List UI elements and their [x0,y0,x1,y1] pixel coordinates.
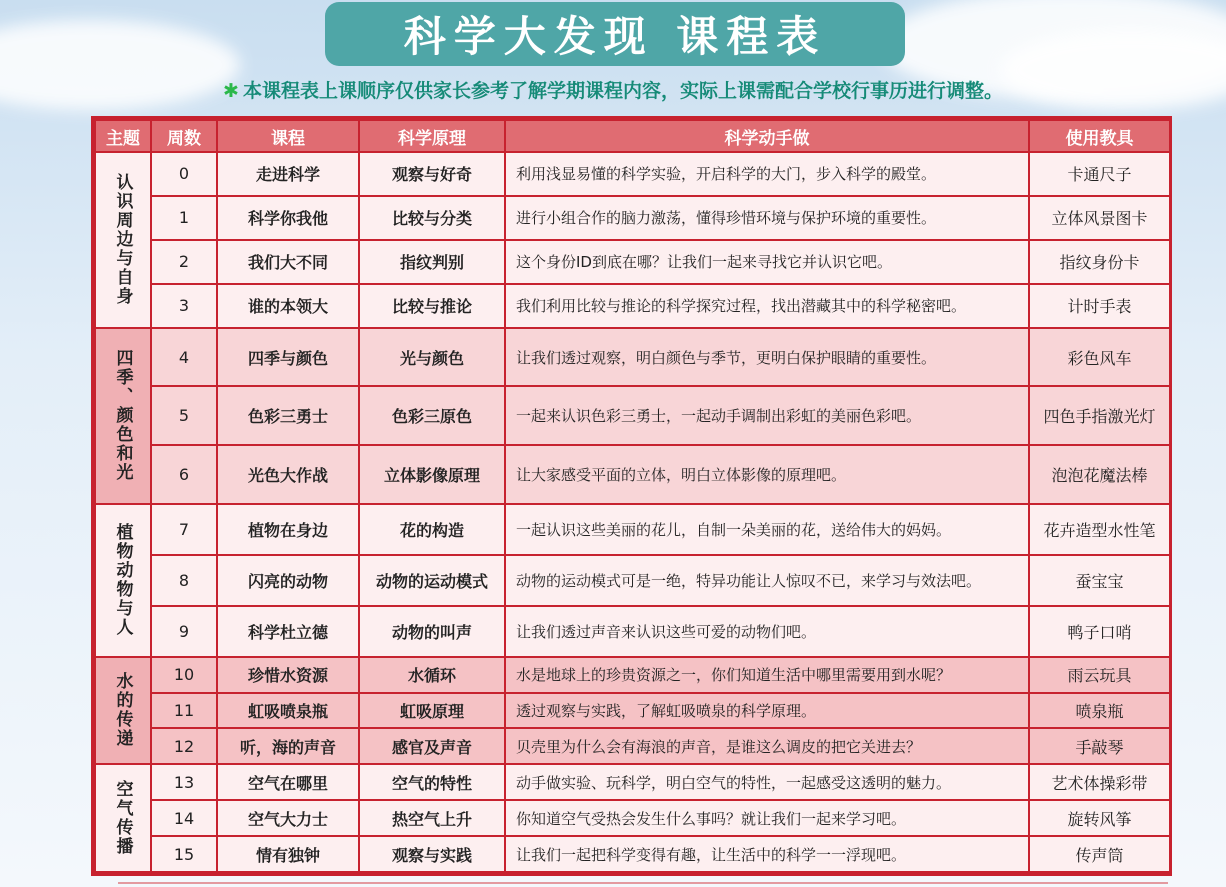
table-row [95,606,1170,657]
week-cell: 3 [151,284,217,328]
table-row [95,328,1170,387]
principle-cell: 立体影像原理 [359,445,505,504]
week-cell: 1 [151,196,217,240]
hands-on-cell: 让我们透过观察，明白颜色与季节，更明白保护眼睛的重要性。 [505,328,1029,387]
week-cell: 8 [151,555,217,606]
course-cell: 听，海的声音 [217,728,359,764]
week-cell: 10 [151,657,217,693]
hands-on-cell: 一起认识这些美丽的花儿，自制一朵美丽的花，送给伟大的妈妈。 [505,504,1029,555]
hands-on-cell: 利用浅显易懂的科学实验，开启科学的大门，步入科学的殿堂。 [505,152,1029,196]
course-cell: 谁的本领大 [217,284,359,328]
page-title: 科学大发现 课程表 [325,2,905,66]
course-cell: 情有独钟 [217,836,359,872]
bottom-divider [118,882,1168,884]
course-cell: 珍惜水资源 [217,657,359,693]
asterisk-icon: ✱ [223,80,239,102]
principle-cell: 感官及声音 [359,728,505,764]
course-cell: 科学杜立德 [217,606,359,657]
table-row [95,693,1170,729]
theme-cell: 认识周边与自身 [95,152,151,328]
table-row [95,764,1170,800]
week-cell: 4 [151,328,217,387]
week-cell: 7 [151,504,217,555]
course-cell: 光色大作战 [217,445,359,504]
course-cell: 我们大不同 [217,240,359,284]
table-header-row [95,120,1170,152]
tool-cell: 泡泡花魔法棒 [1029,445,1170,504]
principle-cell: 水循环 [359,657,505,693]
table-row [95,657,1170,693]
course-cell: 植物在身边 [217,504,359,555]
table-row [95,240,1170,284]
header-course: 课程 [217,120,359,152]
principle-cell: 虹吸原理 [359,693,505,729]
hands-on-cell: 进行小组合作的脑力激荡，懂得珍惜环境与保护环境的重要性。 [505,196,1029,240]
principle-cell: 观察与好奇 [359,152,505,196]
tool-cell: 计时手表 [1029,284,1170,328]
week-cell: 11 [151,693,217,729]
tool-cell: 旋转风筝 [1029,800,1170,836]
hands-on-cell: 我们利用比较与推论的科学探究过程，找出潜藏其中的科学秘密吧。 [505,284,1029,328]
table-row [95,555,1170,606]
principle-cell: 热空气上升 [359,800,505,836]
principle-cell: 花的构造 [359,504,505,555]
week-cell: 14 [151,800,217,836]
hands-on-cell: 让大家感受平面的立体，明白立体影像的原理吧。 [505,445,1029,504]
table-row [95,728,1170,764]
week-cell: 5 [151,386,217,445]
week-cell: 2 [151,240,217,284]
tool-cell: 手敲琴 [1029,728,1170,764]
header-hands-on: 科学动手做 [505,120,1029,152]
course-cell: 闪亮的动物 [217,555,359,606]
hands-on-cell: 动物的运动模式可是一绝，特异功能让人惊叹不已，来学习与效法吧。 [505,555,1029,606]
tool-cell: 指纹身份卡 [1029,240,1170,284]
principle-cell: 空气的特性 [359,764,505,800]
table-row [95,196,1170,240]
header-week: 周数 [151,120,217,152]
week-cell: 9 [151,606,217,657]
tool-cell: 鸭子口哨 [1029,606,1170,657]
notice [0,76,1226,103]
hands-on-cell: 让我们透过声音来认识这些可爱的动物们吧。 [505,606,1029,657]
schedule-table [94,119,1171,873]
table-row [95,445,1170,504]
course-cell: 空气大力士 [217,800,359,836]
tool-cell: 喷泉瓶 [1029,693,1170,729]
course-cell: 空气在哪里 [217,764,359,800]
course-cell: 四季与颜色 [217,328,359,387]
table-row [95,284,1170,328]
course-cell: 走进科学 [217,152,359,196]
tool-cell: 四色手指激光灯 [1029,386,1170,445]
header-theme: 主题 [95,120,151,152]
tool-cell: 蚕宝宝 [1029,555,1170,606]
hands-on-cell: 让我们一起把科学变得有趣，让生活中的科学一一浮现吧。 [505,836,1029,872]
hands-on-cell: 一起来认识色彩三勇士，一起动手调制出彩虹的美丽色彩吧。 [505,386,1029,445]
tool-cell: 立体风景图卡 [1029,196,1170,240]
principle-cell: 比较与分类 [359,196,505,240]
course-cell: 科学你我他 [217,196,359,240]
week-cell: 0 [151,152,217,196]
tool-cell: 艺术体操彩带 [1029,764,1170,800]
table-row [95,152,1170,196]
theme-cell: 植物动物与人 [95,504,151,657]
week-cell: 12 [151,728,217,764]
header-tools: 使用教具 [1029,120,1170,152]
notice-text: 本课程表上课顺序仅供家长参考了解学期课程内容，实际上课需配合学校行事历进行调整。 [242,80,1003,102]
principle-cell: 光与颜色 [359,328,505,387]
week-cell: 13 [151,764,217,800]
table-row [95,504,1170,555]
tool-cell: 彩色风车 [1029,328,1170,387]
hands-on-cell: 贝壳里为什么会有海浪的声音，是谁这么调皮的把它关进去？ [505,728,1029,764]
schedule-table-frame [91,116,1172,876]
hands-on-cell: 水是地球上的珍贵资源之一，你们知道生活中哪里需要用到水呢？ [505,657,1029,693]
hands-on-cell: 动手做实验、玩科学，明白空气的特性，一起感受这透明的魅力。 [505,764,1029,800]
theme-cell: 四季、颜色和光 [95,328,151,504]
principle-cell: 动物的叫声 [359,606,505,657]
tool-cell: 雨云玩具 [1029,657,1170,693]
tool-cell: 花卉造型水性笔 [1029,504,1170,555]
hands-on-cell: 透过观察与实践，了解虹吸喷泉的科学原理。 [505,693,1029,729]
tool-cell: 传声筒 [1029,836,1170,872]
table-row [95,800,1170,836]
course-cell: 虹吸喷泉瓶 [217,693,359,729]
principle-cell: 观察与实践 [359,836,505,872]
principle-cell: 动物的运动模式 [359,555,505,606]
theme-cell: 空气传播 [95,764,151,872]
course-cell: 色彩三勇士 [217,386,359,445]
tool-cell: 卡通尺子 [1029,152,1170,196]
week-cell: 15 [151,836,217,872]
principle-cell: 指纹判别 [359,240,505,284]
week-cell: 6 [151,445,217,504]
theme-cell: 水的传递 [95,657,151,765]
principle-cell: 比较与推论 [359,284,505,328]
hands-on-cell: 你知道空气受热会发生什么事吗？就让我们一起来学习吧。 [505,800,1029,836]
hands-on-cell: 这个身份ID到底在哪？让我们一起来寻找它并认识它吧。 [505,240,1029,284]
table-row [95,836,1170,872]
principle-cell: 色彩三原色 [359,386,505,445]
table-row [95,386,1170,445]
header-principle: 科学原理 [359,120,505,152]
